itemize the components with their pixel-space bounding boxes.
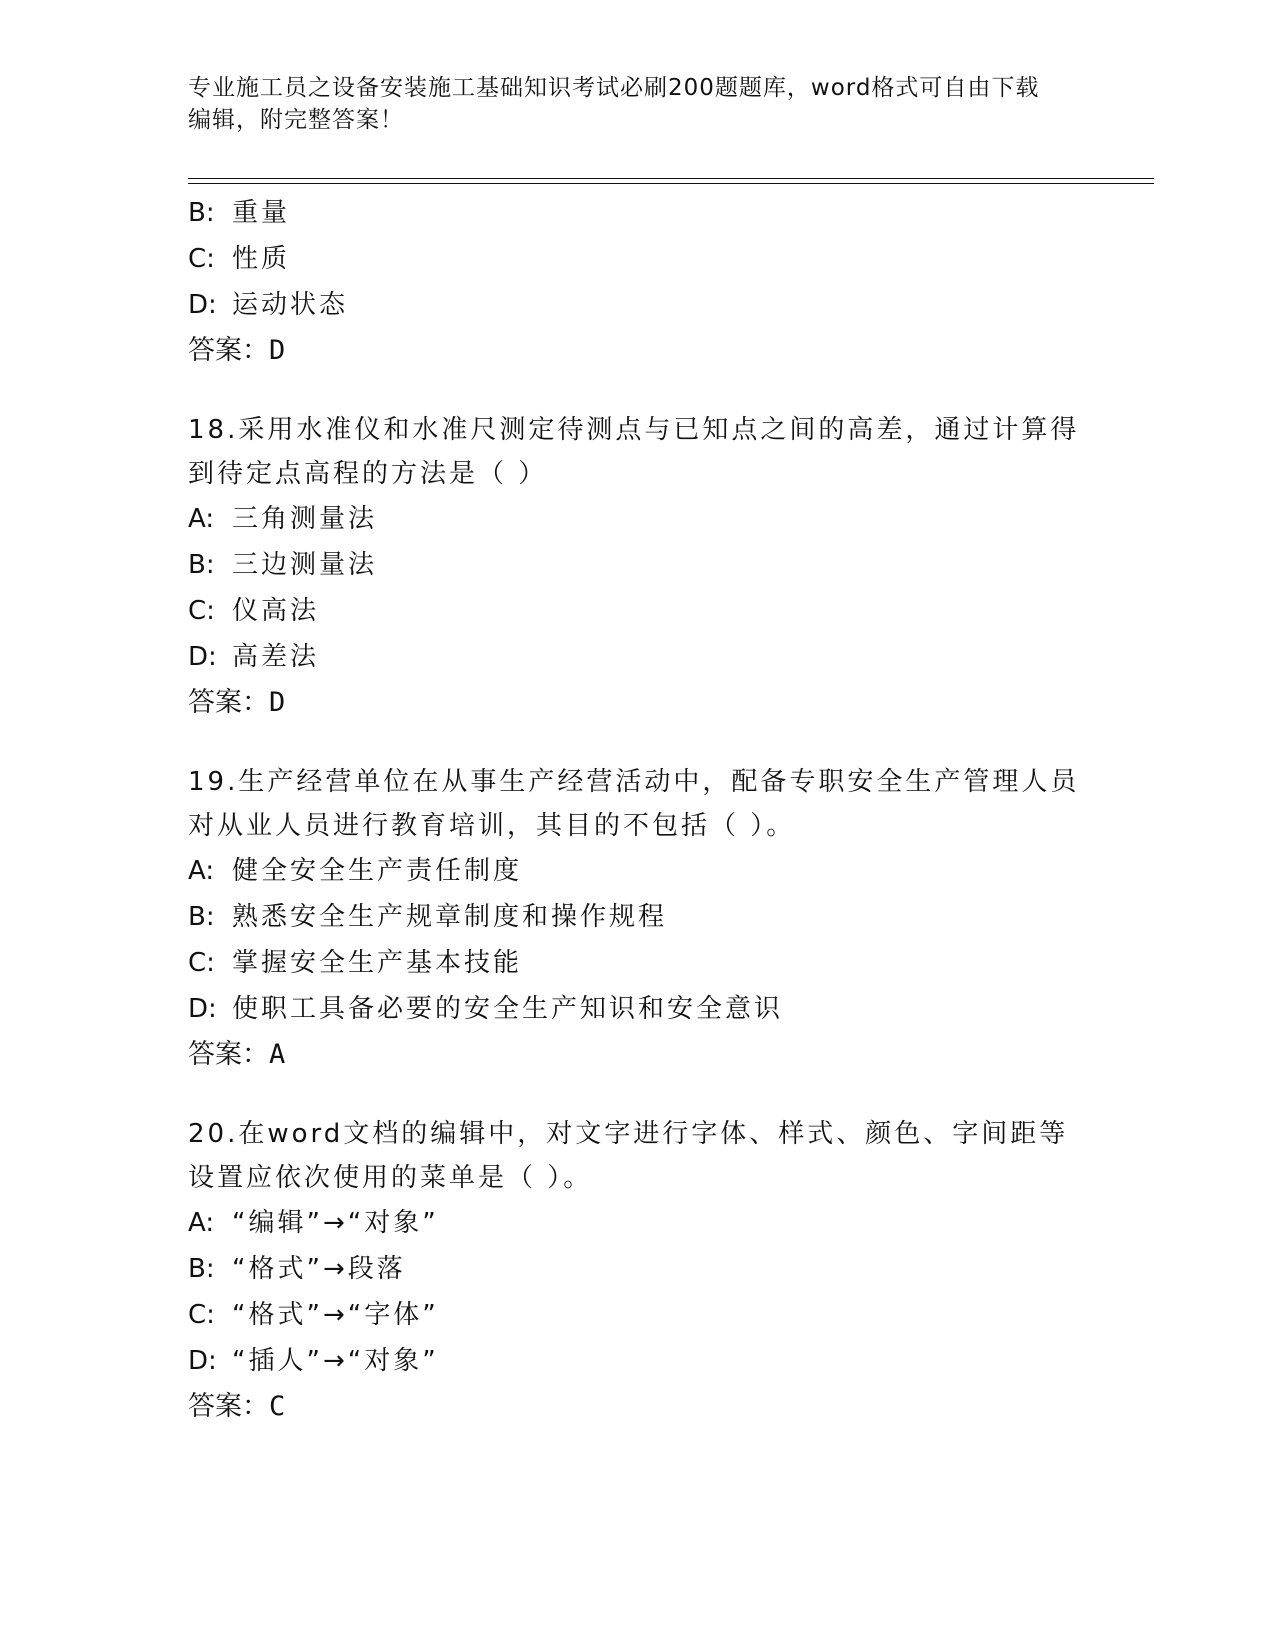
question-text: 18.采用水准仪和水准尺测定待测点与已知点之间的高差，通过计算得 到待定点高程的方法是（ ） [188, 415, 1080, 489]
answer: 答案：A [188, 1039, 286, 1070]
question-20 [188, 1112, 1088, 1430]
option-b: B: 重量 [188, 198, 291, 228]
option-b: B: “格式”→段落 [188, 1254, 406, 1284]
header-rule-top [188, 178, 1154, 179]
option-d: D: 使职工具备必要的安全生产知识和安全意识 [188, 994, 784, 1024]
option-b: B: 熟悉安全生产规章制度和操作规程 [188, 902, 668, 932]
header-line-2: 编辑，附完整答案！ [188, 107, 404, 133]
question-17-tail [188, 190, 1088, 374]
option-c: C: 仪高法 [188, 596, 320, 626]
header-rule-bottom [188, 183, 1154, 184]
option-b: B: 三边测量法 [188, 550, 378, 580]
option-c: C: 掌握安全生产基本技能 [188, 948, 523, 978]
option-a: A: “编辑”→“对象” [188, 1208, 439, 1238]
option-a: A: 健全安全生产责任制度 [188, 856, 523, 886]
answer: 答案：D [188, 335, 286, 366]
header-line-1: 专业施工员之设备安装施工基础知识考试必刷200题题库，word格式可自由下载 [188, 75, 1040, 101]
option-c: C: “格式”→“字体” [188, 1300, 439, 1330]
answer: 答案：C [188, 1391, 286, 1422]
option-d: D: 高差法 [188, 642, 320, 672]
option-c: C: 性质 [188, 244, 291, 274]
document-header [188, 72, 1088, 136]
answer: 答案：D [188, 687, 286, 718]
option-d: D: “插人”→“对象” [188, 1346, 439, 1376]
question-19 [188, 760, 1088, 1078]
question-text: 20.在word文档的编辑中，对文字进行字体、样式、颜色、字间距等 设置应依次使用的菜单是（ ）。 [188, 1119, 1069, 1193]
question-18 [188, 408, 1088, 726]
document-body [188, 190, 1088, 1430]
option-a: A: 三角测量法 [188, 504, 378, 534]
option-d: D: 运动状态 [188, 290, 349, 320]
question-text: 19.生产经营单位在从事生产经营活动中，配备专职安全生产管理人员 对从业人员进行教育培训，其目的不包括（ ）。 [188, 767, 1080, 841]
